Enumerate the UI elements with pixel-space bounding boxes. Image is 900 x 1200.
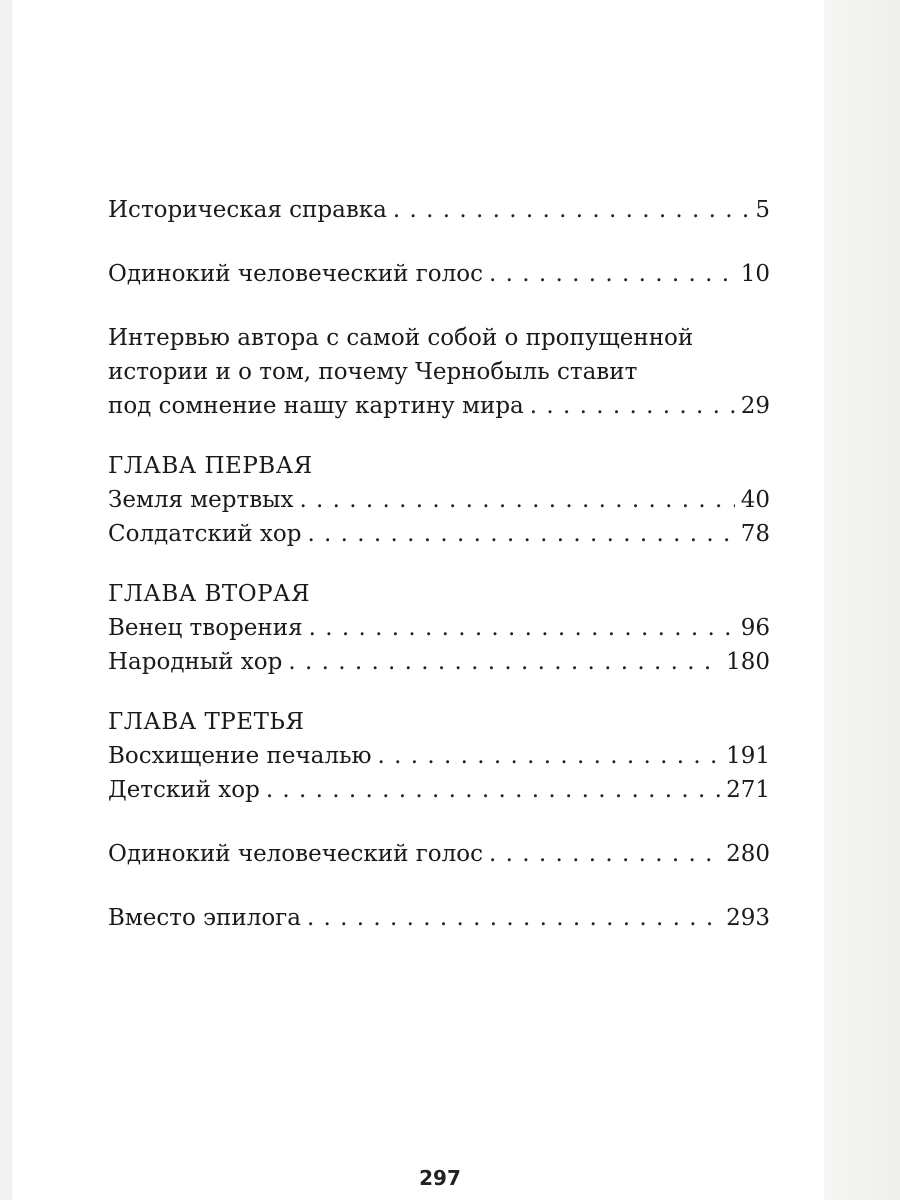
toc-entry-page: 10	[740, 261, 770, 287]
table-of-contents	[108, 193, 770, 935]
dot-leader	[489, 837, 720, 871]
toc-entry-page: 191	[726, 743, 770, 769]
toc-entry-title: Одинокий человеческий голос	[108, 841, 483, 867]
toc-entry-admiration-of-sadness	[108, 739, 770, 773]
dot-leader	[378, 739, 721, 773]
dot-leader	[266, 773, 720, 807]
toc-entry-interview-line2: истории и о том, почему Чернобыль ставит	[108, 359, 638, 385]
toc-entry-interview	[108, 389, 770, 423]
toc-entry-peoples-choir	[108, 645, 770, 679]
page-edge	[824, 0, 900, 1200]
toc-entry-land-of-dead	[108, 483, 770, 517]
toc-entry-interview-line1: Интервью автора с самой собой о пропущенной	[108, 325, 694, 351]
toc-entry-page: 180	[726, 649, 770, 675]
dot-leader	[489, 257, 735, 291]
toc-entry-title: Солдатский хор	[108, 521, 302, 547]
dot-leader	[307, 901, 720, 935]
page-number: 297	[419, 1166, 461, 1190]
toc-entry-title: Восхищение печалью	[108, 743, 372, 769]
dot-leader	[393, 193, 750, 227]
toc-entry-title: Земля мертвых	[108, 487, 294, 513]
chapter-heading-1: ГЛАВА ПЕРВАЯ	[108, 453, 313, 479]
toc-entry-title: Детский хор	[108, 777, 260, 803]
toc-entry-epilogue	[108, 901, 770, 935]
chapter-heading-3: ГЛАВА ТРЕТЬЯ	[108, 709, 305, 735]
dot-leader	[530, 389, 735, 423]
toc-entry-crown-of-creation	[108, 611, 770, 645]
toc-entry-title: Венец творения	[108, 615, 303, 641]
toc-entry-childrens-choir	[108, 773, 770, 807]
toc-entry-title: Одинокий человеческий голос	[108, 261, 483, 287]
dot-leader	[299, 483, 734, 517]
toc-entry-page: 271	[726, 777, 770, 803]
toc-entry-historical-note	[108, 193, 770, 227]
toc-entry-page: 280	[726, 841, 770, 867]
toc-entry-title: Историческая справка	[108, 197, 387, 223]
toc-entry-title: Вместо эпилога	[108, 905, 301, 931]
chapter-heading-2: ГЛАВА ВТОРАЯ	[108, 581, 311, 607]
toc-entry-page: 96	[740, 615, 770, 641]
toc-entry-page: 5	[755, 197, 770, 223]
dot-leader	[309, 611, 735, 645]
dot-leader	[288, 645, 720, 679]
toc-entry-title: под сомнение нашу картину мира	[108, 393, 524, 419]
toc-entry-title: Народный хор	[108, 649, 283, 675]
toc-entry-page: 78	[740, 521, 770, 547]
toc-entry-soldiers-choir	[108, 517, 770, 551]
toc-entry-lonely-voice-2	[108, 837, 770, 871]
toc-entry-page: 40	[740, 487, 770, 513]
toc-entry-lonely-voice	[108, 257, 770, 291]
toc-entry-page: 293	[726, 905, 770, 931]
toc-entry-page: 29	[740, 393, 770, 419]
dot-leader	[307, 517, 734, 551]
